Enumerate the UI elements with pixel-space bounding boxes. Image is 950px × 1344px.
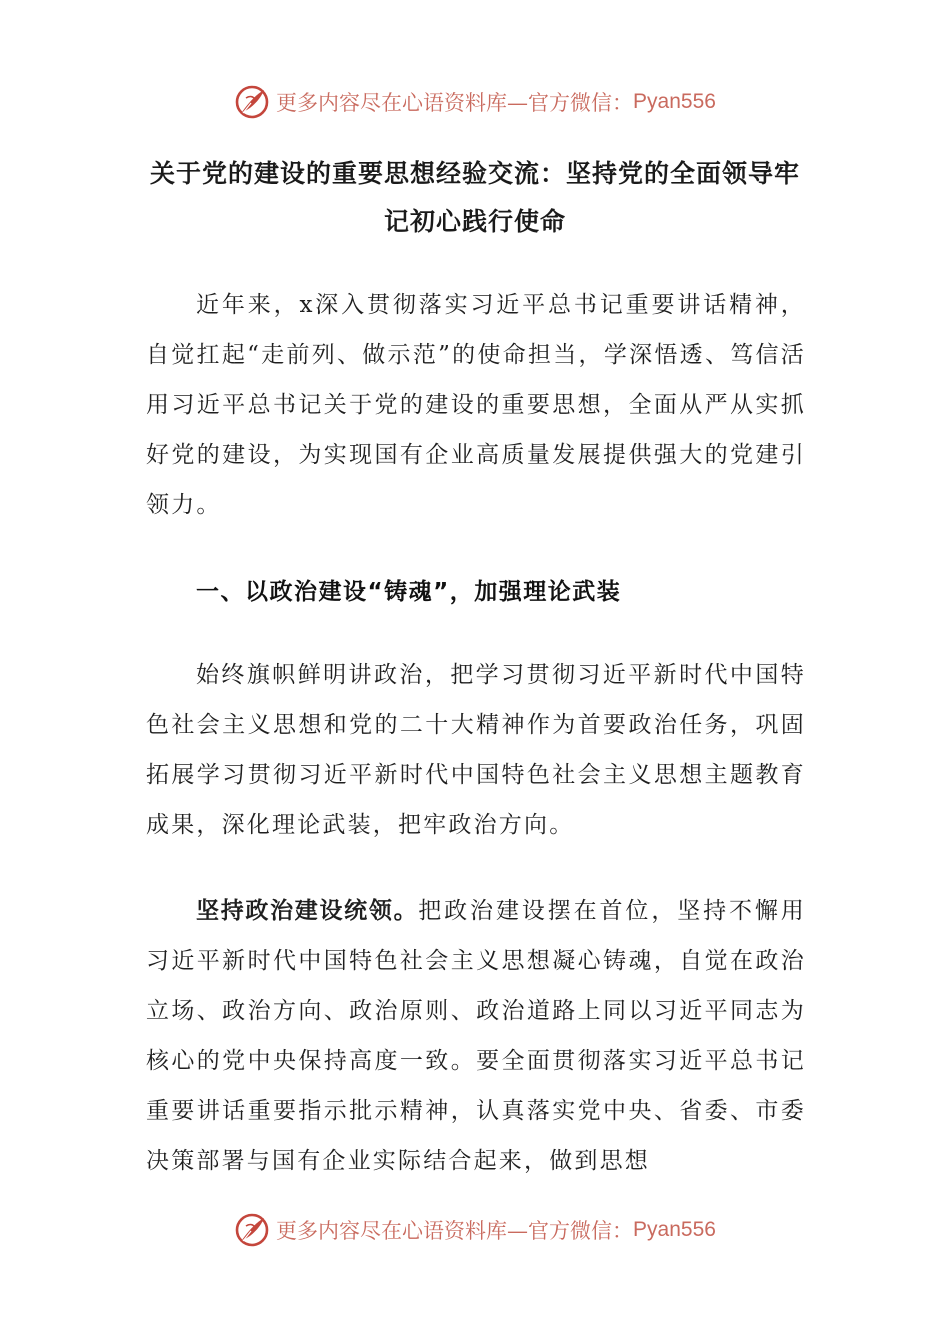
watermark-text: 更多内容尽在心语资料库—官方微信： [276,91,634,115]
watermark-id: Pyan556 [633,1218,716,1241]
paragraph-political-leadership [146,886,806,1186]
paragraph-body: 把政治建设摆在首位，坚持不懈用习近平新时代中国特色社会主义思想凝心铸魂，自觉在政治立场、政治方向、政治原则、政治道路上同以习近平同志为核心的党中央保持高度一致。要全面贯彻落实习近平总书记重要讲话重要指示批示精神，认真落实党中央、省委、市委决策部署与国有企业实际结合起来，做到思想 [146,898,807,1174]
watermark-text: 更多内容尽在心语资料库—官方微信： [276,1219,634,1243]
paragraph-lead: 坚持政治建设统领。 [196,898,419,924]
watermark-banner-bottom [0,1208,950,1252]
watermark-id: Pyan556 [633,90,716,113]
paragraph-section-1: 始终旗帜鲜明讲政治，把学习贯彻习近平新时代中国特色社会主义思想和党的二十大精神作为首要政治任务，巩固拓展学习贯彻习近平新时代中国特色社会主义思想主题教育成果，深化理论武装，把牢政治方向。 [146,662,806,838]
section-heading-1: 一、以政治建设“铸魂”，加强理论武装 [196,579,622,605]
quill-logo-icon [234,84,270,120]
watermark-banner-top [0,80,950,124]
document-title: 关于党的建设的重要思想经验交流：坚持党的全面领导牢记初心践行使命 [149,159,800,236]
quill-logo-icon [234,1212,270,1248]
paragraph-intro: 近年来，x深入贯彻落实习近平总书记重要讲话精神，自觉扛起“走前列、做示范”的使命担当，学深悟透、笃信活用习近平总书记关于党的建设的重要思想，全面从严从实抓好党的建设，为实现国有企业高质量发展提供强大的党建引领力。 [146,292,806,518]
